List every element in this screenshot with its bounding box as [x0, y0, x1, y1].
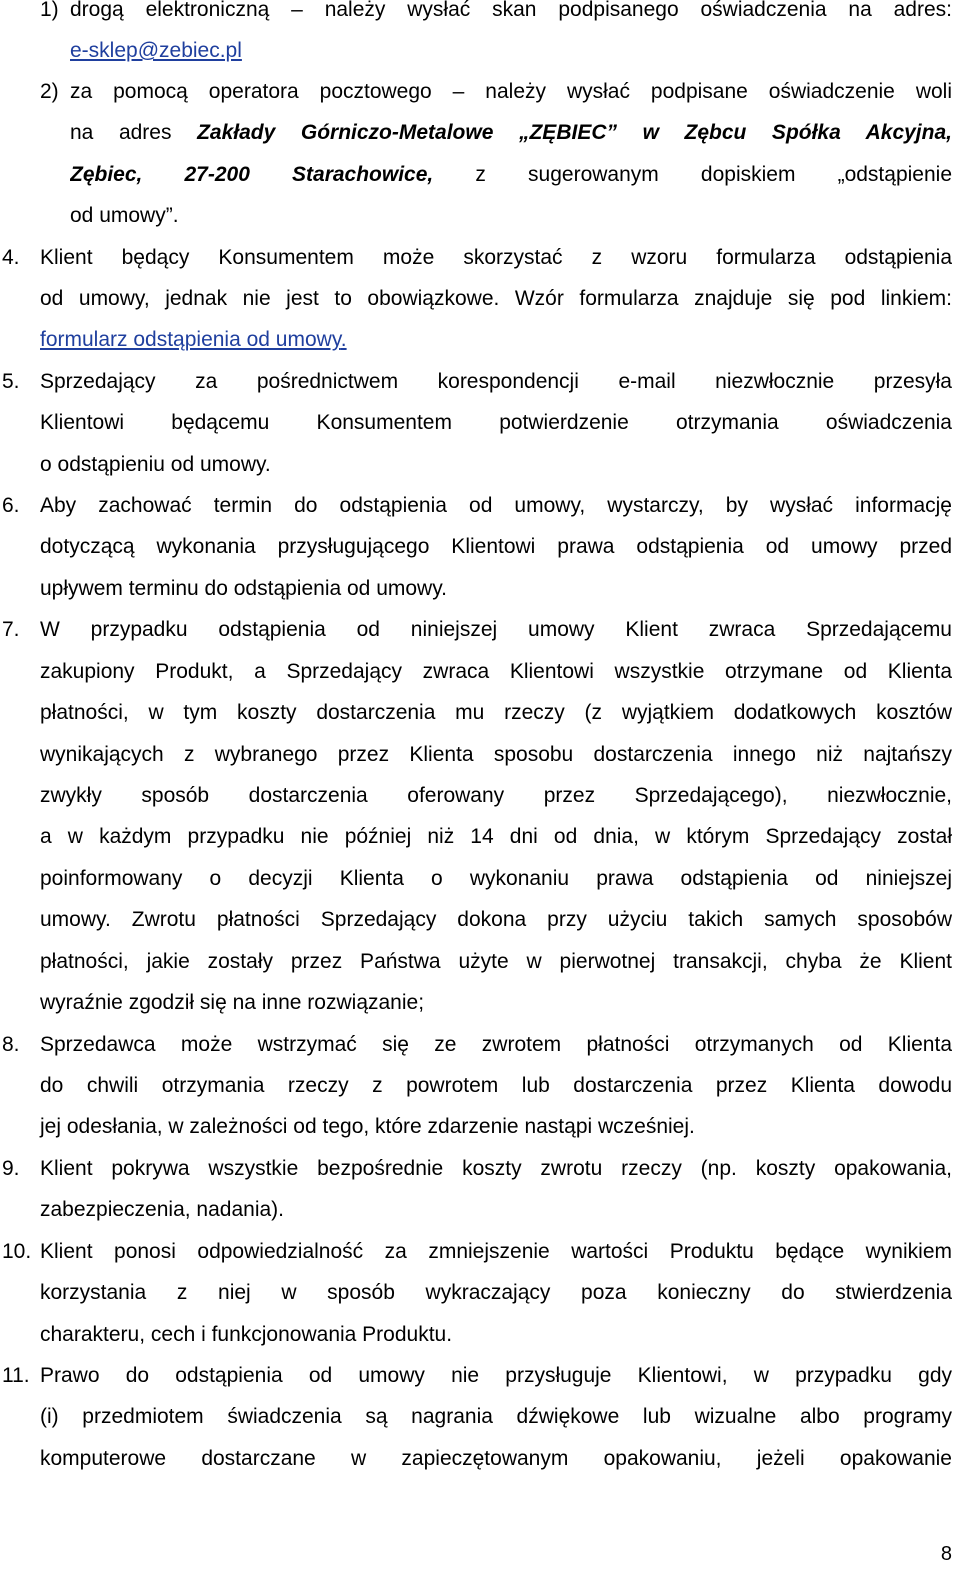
paragraph-line: Sprzedawca może wstrzymać się ze zwrotem płatności otrzymanych od Klienta	[40, 1033, 952, 1056]
paragraph-line: o odstąpieniu od umowy.	[40, 453, 271, 476]
form-link-text[interactable]: formularz odstąpienia od umowy	[40, 328, 341, 351]
paragraph-line: Klientowi będącemu Konsumentem potwierdzenie otrzymania oświadczenia	[40, 411, 952, 434]
subitem-number: 1)	[40, 0, 59, 21]
form-link-tail: .	[340, 328, 347, 351]
email-link[interactable]	[70, 36, 242, 66]
subitem-number: 2)	[40, 80, 59, 103]
paragraph-line: korzystania z niej w sposób wykraczający poza konieczny do stwierdzenia	[40, 1281, 952, 1304]
company-address: Zębiec, 27-200 Starachowice,	[70, 163, 434, 186]
paragraph-line: od umowy, jednak nie jest to obowiązkowe. Wzór formularza znajduje się pod linkiem:	[40, 287, 952, 310]
paragraph-number: 9.	[2, 1157, 20, 1180]
paragraph-line: Aby zachować termin do odstąpienia od umowy, wystarczy, by wysłać informację	[40, 494, 952, 517]
form-link[interactable]	[40, 325, 347, 355]
paragraph-line: zakupiony Produkt, a Sprzedający zwraca Klientowi wszystkie otrzymane od Klienta	[40, 660, 952, 683]
subitem-text: za pomocą operatora pocztowego – należy wysłać podpisane oświadczenie woli	[70, 80, 952, 103]
paragraph-line: a w każdym przypadku nie później niż 14 dni od dnia, w którym Sprzedający został	[40, 825, 952, 848]
paragraph-number: 4.	[2, 246, 20, 269]
subitem-text: od umowy”.	[70, 204, 179, 227]
subitem-address-line	[70, 118, 952, 148]
paragraph-number: 5.	[2, 370, 20, 393]
page-number: 8	[940, 1543, 952, 1565]
paragraph-line: upływem terminu do odstąpienia od umowy.	[40, 577, 447, 600]
paragraph-number: 11.	[2, 1364, 30, 1387]
paragraph-line: umowy. Zwrotu płatności Sprzedający dokona przy użyciu takich samych sposobów	[40, 908, 952, 931]
paragraph-line: wynikających z wybranego przez Klienta sposobu dostarczenia innego niż najtańszy	[40, 743, 952, 766]
paragraph-line: dotyczącą wykonania przysługującego Klientowi prawa odstąpienia od umowy przed	[40, 535, 952, 558]
paragraph-number: 10.	[2, 1240, 32, 1263]
paragraph-number: 6.	[2, 494, 20, 517]
paragraph-line: W przypadku odstąpienia od niniejszej umowy Klient zwraca Sprzedającemu	[40, 618, 952, 641]
paragraph-number: 8.	[2, 1033, 20, 1056]
address-prefix: na adres	[70, 121, 172, 144]
paragraph-line: wyraźnie zgodził się na inne rozwiązanie;	[40, 991, 425, 1014]
paragraph-line: Klient pokrywa wszystkie bezpośrednie koszty zwrotu rzeczy (np. koszty opakowania,	[40, 1157, 952, 1180]
paragraph-line: płatności, w tym koszty dostarczenia mu rzeczy (z wyjątkiem dodatkowych kosztów	[40, 701, 952, 724]
address-note: z sugerowanym dopiskiem „odstąpienie	[475, 163, 952, 186]
paragraph-line: do chwili otrzymania rzeczy z powrotem lub dostarczenia przez Klienta dowodu	[40, 1074, 952, 1097]
paragraph-line: zabezpieczenia, nadania).	[40, 1198, 285, 1221]
paragraph-line: zwykły sposób dostarczenia oferowany przez Sprzedającego), niezwłocznie,	[40, 784, 952, 807]
paragraph-line: charakteru, cech i funkcjonowania Produktu.	[40, 1323, 453, 1346]
company-name: Zakłady Górniczo-Metalowe „ZĘBIEC” w Zębcu Spółka Akcyjna,	[197, 121, 952, 144]
paragraph-line: jej odesłania, w zależności od tego, które zdarzenie nastąpi wcześniej.	[40, 1115, 695, 1138]
paragraph-line: Prawo do odstąpienia od umowy nie przysługuje Klientowi, w przypadku gdy	[40, 1364, 952, 1387]
email-address[interactable]: e-sklep@zebiec.pl	[70, 39, 242, 62]
paragraph-line: komputerowe dostarczane w zapieczętowanym opakowaniu, jeżeli opakowanie	[40, 1447, 952, 1470]
paragraph-line: (i) przedmiotem świadczenia są nagrania dźwiękowe lub wizualne albo programy	[40, 1405, 952, 1428]
subitem-address-line	[70, 160, 952, 190]
paragraph-line: poinformowany o decyzji Klienta o wykonaniu prawa odstąpienia od niniejszej	[40, 867, 952, 890]
paragraph-line: płatności, jakie zostały przez Państwa użyte w pierwotnej transakcji, chyba że Klient	[40, 950, 952, 973]
subitem-text: drogą elektroniczną – należy wysłać skan podpisanego oświadczenia na adres:	[70, 0, 952, 21]
paragraph-line: Klient ponosi odpowiedzialność za zmniejszenie wartości Produktu będące wynikiem	[40, 1240, 952, 1263]
paragraph-number: 7.	[2, 618, 20, 641]
paragraph-line: Klient będący Konsumentem może skorzystać z wzoru formularza odstąpienia	[40, 246, 952, 269]
paragraph-line: Sprzedający za pośrednictwem korespondencji e-mail niezwłocznie przesyła	[40, 370, 952, 393]
